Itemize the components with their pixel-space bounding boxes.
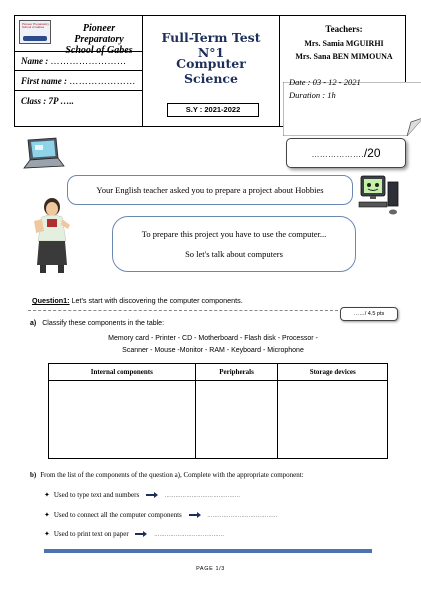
school-logo: Pioneer Preparatory School of Gabes: [19, 20, 51, 44]
bullet-icon: ✦: [44, 491, 50, 499]
table-header-storage: Storage devices: [278, 364, 388, 381]
points-badge: ……/ 4.5 pts: [340, 307, 398, 321]
header-divider: [279, 16, 280, 126]
arrow-right-icon: [135, 531, 147, 537]
answer-cell[interactable]: [49, 381, 196, 459]
components-list: Memory card - Printer - CD - Motherboard - Flash disk - Processor -: [108, 335, 318, 342]
classification-table: [48, 363, 388, 459]
question-1-heading: Question1: Let's start with discovering the computer components.: [32, 296, 243, 305]
teacher-name: Mrs. Samia MGUIRHI: [304, 39, 384, 48]
header-divider: [15, 51, 142, 52]
answer-cell[interactable]: [195, 381, 278, 459]
bullet-icon: ✦: [44, 511, 50, 519]
footer-bar: [44, 549, 372, 553]
answer-blank[interactable]: ……………………………………: [164, 494, 241, 499]
exam-date: Date : 03 - 12 - 2021: [289, 77, 361, 87]
answer-blank[interactable]: …………………………………: [207, 514, 278, 519]
header-divider: [15, 90, 142, 91]
answer-cell[interactable]: [278, 381, 388, 459]
school-year: S.Y : 2021-2022: [167, 103, 259, 117]
page-number: PAGE 1/3: [196, 566, 225, 572]
arrow-right-icon: [146, 492, 158, 498]
components-list: Scanner - Mouse -Monitor - RAM - Keyboard - Microphone: [122, 347, 304, 354]
first-name-field: First name : …………………: [21, 76, 136, 86]
score-box: ………………./20: [286, 138, 406, 168]
school-name: Pioneer Preparatory: [74, 23, 124, 45]
fill-in-item: ✦ Used to type text and numbers ……………………………………: [44, 491, 241, 499]
header-divider: [142, 16, 143, 126]
teacher-name: Mrs. Sana BEN MIMOUNA: [295, 52, 393, 61]
test-header: [14, 15, 406, 127]
test-title: Full-Term Test N°1: [161, 30, 261, 60]
exam-duration: Duration : 1h: [289, 90, 336, 100]
computer-mascot-icon: [355, 174, 403, 218]
fill-in-item: ✦ Used to print text on paper …………………………………: [44, 530, 225, 538]
table-header-peripherals: Peripherals: [195, 364, 278, 381]
part-b-instruction: b) From the list of the components of the question a), Complete with the appropriate component:: [30, 471, 304, 479]
part-a-instruction: a) Classify these components in the table:: [30, 320, 165, 327]
teachers-heading: Teachers:: [325, 24, 363, 34]
laptop-icon: [20, 136, 66, 172]
bullet-icon: ✦: [44, 530, 50, 538]
arrow-right-icon: [189, 512, 201, 518]
question-divider: [28, 310, 338, 311]
table-header-internal: Internal components: [49, 364, 196, 381]
fill-in-item: ✦ Used to connect all the computer components …………………………………: [44, 511, 278, 519]
answer-blank[interactable]: …………………………………: [154, 533, 225, 538]
intro-speech-bubble: Your English teacher asked you to prepare a project about Hobbies: [67, 175, 353, 205]
computer-speech-bubble: To prepare this project you have to use the computer... So let's talk about computers: [112, 216, 356, 272]
teacher-icon: [28, 195, 76, 277]
name-field: Name : ……………………: [21, 56, 127, 66]
subject-title: Computer Science: [176, 56, 246, 86]
class-field: Class : 7P …..: [21, 96, 74, 106]
header-divider: [15, 70, 142, 71]
